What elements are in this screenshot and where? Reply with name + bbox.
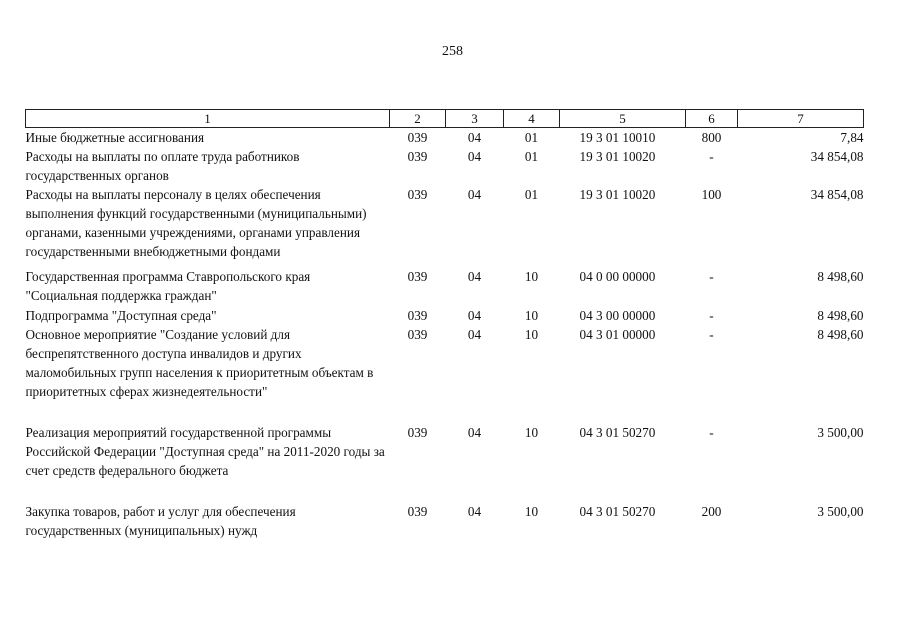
row-target-code: 19 3 01 10020 bbox=[579, 187, 656, 202]
row-expense-type: - bbox=[709, 327, 714, 342]
row-expense-type: 100 bbox=[701, 187, 722, 202]
row-amount: 8 498,60 bbox=[817, 308, 864, 323]
row-name: Государственная программа Ставропольского края "Социальная поддержка граждан" bbox=[25, 269, 311, 303]
row-ministry-code: 039 bbox=[407, 149, 428, 164]
row-name: Основное мероприятие "Создание условий для беспрепятственного доступа инвалидов и других маломобильных групп населения к приоритетным объектам в приоритетных сферах жизнедеятельности" bbox=[25, 327, 374, 399]
table-row bbox=[26, 325, 864, 401]
row-expense-type: - bbox=[709, 308, 714, 323]
row-ministry-code: 039 bbox=[407, 327, 428, 342]
row-amount: 34 854,08 bbox=[810, 149, 864, 164]
row-target-code: 19 3 01 10020 bbox=[579, 149, 656, 164]
table-row bbox=[26, 401, 864, 480]
row-amount: 3 500,00 bbox=[817, 425, 864, 440]
row-ministry-code: 039 bbox=[407, 308, 428, 323]
table-row bbox=[26, 261, 864, 305]
row-section: 04 bbox=[467, 504, 482, 519]
page-number: 258 bbox=[442, 44, 463, 59]
row-section: 04 bbox=[467, 327, 482, 342]
row-subsection: 10 bbox=[524, 269, 539, 284]
row-subsection: 10 bbox=[524, 425, 539, 440]
table-row bbox=[26, 305, 864, 325]
row-section: 04 bbox=[467, 425, 482, 440]
column-header-7: 7 bbox=[738, 110, 864, 128]
row-name: Расходы на выплаты персоналу в целях обеспечения выполнения функций государственными (муниципальными) органами, казенными учреждениями, органами управления государственными внебюджетными фондами bbox=[25, 187, 367, 259]
row-subsection: 10 bbox=[524, 308, 539, 323]
row-section: 04 bbox=[467, 308, 482, 323]
row-name: Расходы на выплаты по оплате труда работников государственных органов bbox=[25, 149, 300, 183]
row-subsection: 10 bbox=[524, 327, 539, 342]
column-header-1: 1 bbox=[26, 110, 390, 128]
row-subsection: 01 bbox=[524, 149, 539, 164]
row-subsection: 01 bbox=[524, 187, 539, 202]
row-target-code: 04 3 00 00000 bbox=[579, 308, 656, 323]
row-name: Закупка товаров, работ и услуг для обеспечения государственных (муниципальных) нужд bbox=[25, 504, 296, 538]
column-header-4: 4 bbox=[504, 110, 560, 128]
row-section: 04 bbox=[467, 187, 482, 202]
row-expense-type: 800 bbox=[701, 130, 722, 145]
table-row bbox=[26, 128, 864, 148]
row-subsection: 10 bbox=[524, 504, 539, 519]
table-row bbox=[26, 185, 864, 261]
budget-table bbox=[25, 109, 864, 540]
row-name: Реализация мероприятий государственной программы Российской Федерации "Доступная среда" на 2011-2020 годы за счет средств федерального бюджета bbox=[25, 425, 385, 478]
column-header-5: 5 bbox=[560, 110, 686, 128]
table-row bbox=[26, 480, 864, 540]
row-target-code: 04 3 01 50270 bbox=[579, 425, 656, 440]
row-ministry-code: 039 bbox=[407, 425, 428, 440]
row-amount: 8 498,60 bbox=[817, 269, 864, 284]
row-name: Иные бюджетные ассигнования bbox=[25, 130, 205, 145]
row-amount: 8 498,60 bbox=[817, 327, 864, 342]
row-section: 04 bbox=[467, 149, 482, 164]
row-section: 04 bbox=[467, 269, 482, 284]
table-header-row bbox=[26, 110, 864, 128]
row-name: Подпрограмма "Доступная среда" bbox=[25, 308, 217, 323]
row-section: 04 bbox=[467, 130, 482, 145]
row-ministry-code: 039 bbox=[407, 269, 428, 284]
row-target-code: 04 3 01 00000 bbox=[579, 327, 656, 342]
row-amount: 34 854,08 bbox=[810, 187, 864, 202]
row-target-code: 19 3 01 10010 bbox=[579, 130, 656, 145]
row-expense-type: - bbox=[709, 269, 714, 284]
row-expense-type: - bbox=[709, 425, 714, 440]
column-header-3: 3 bbox=[446, 110, 504, 128]
row-ministry-code: 039 bbox=[407, 187, 428, 202]
column-header-2: 2 bbox=[390, 110, 446, 128]
row-expense-type: - bbox=[709, 149, 714, 164]
row-amount: 3 500,00 bbox=[817, 504, 864, 519]
row-amount: 7,84 bbox=[840, 130, 864, 145]
row-ministry-code: 039 bbox=[407, 130, 428, 145]
column-header-6: 6 bbox=[686, 110, 738, 128]
row-target-code: 04 3 01 50270 bbox=[579, 504, 656, 519]
row-subsection: 01 bbox=[524, 130, 539, 145]
row-target-code: 04 0 00 00000 bbox=[579, 269, 656, 284]
row-ministry-code: 039 bbox=[407, 504, 428, 519]
table-row bbox=[26, 147, 864, 185]
row-expense-type: 200 bbox=[701, 504, 722, 519]
